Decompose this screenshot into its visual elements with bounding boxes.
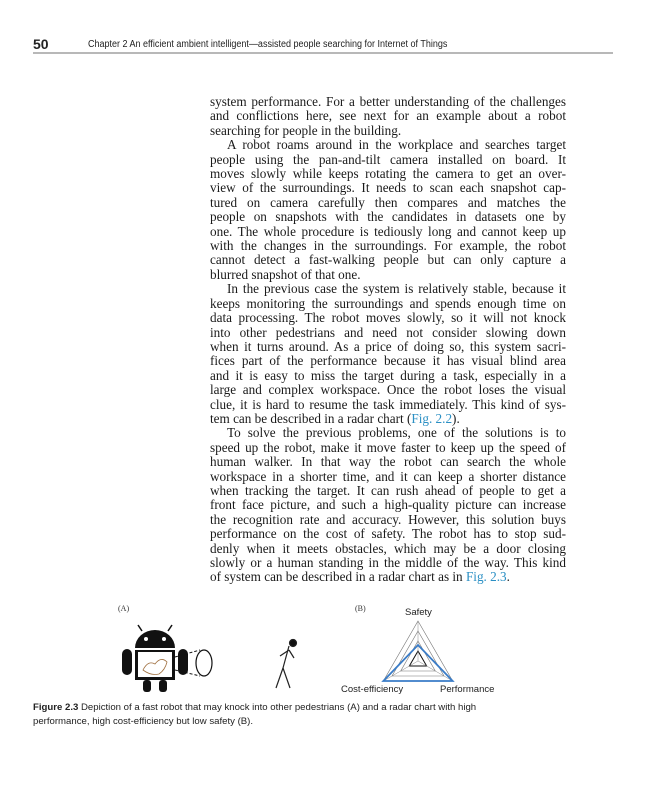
text-line xyxy=(210,513,566,527)
figure-link[interactable]: Fig. 2.2 xyxy=(411,410,453,426)
text-line-content: moves slowly while keeps rotating the camera to get an over- xyxy=(210,166,566,182)
text-line xyxy=(210,412,566,426)
radar-axis-label-cost-efficiency: Cost-efficiency xyxy=(341,684,404,695)
body-text xyxy=(210,95,566,585)
text-line-content: people using the pan-and-tilt camera installed on board. It xyxy=(210,151,566,167)
text-line xyxy=(210,455,566,469)
text-line-content: and it is easy to miss the target during a task, especially in a xyxy=(210,367,566,383)
text-line-content: large and complex workspace. Once the robot loses the visual xyxy=(210,382,566,398)
text-line xyxy=(210,253,566,267)
text-line xyxy=(210,282,566,296)
text-line xyxy=(210,398,566,412)
figure-link[interactable]: Fig. 2.3 xyxy=(465,569,507,585)
text-line xyxy=(210,340,566,354)
text-line xyxy=(210,109,566,123)
panel-a-label: (A) xyxy=(118,604,130,613)
figure-caption xyxy=(33,701,533,729)
text-line-content: human walker. In that way the robot can search the whole xyxy=(210,454,566,470)
text-line-content: when tracking the target. It can rush ahead of people to get a xyxy=(210,482,566,498)
text-line xyxy=(210,498,566,512)
page-number: 50 xyxy=(33,36,49,52)
text-line xyxy=(210,95,566,109)
radar-axis-label-performance: Performance xyxy=(440,684,495,695)
text-line-content: people on snapshots with the candidates in datasets one by xyxy=(210,209,566,225)
text-line-content: when it turns around. As a price of doing so, this system sacri- xyxy=(210,338,566,354)
text-line-content: blurred snapshot of that one. xyxy=(210,266,361,282)
text-line-suffix: ). xyxy=(452,410,460,426)
text-line-content: workspace in a shorter time, and it can keep a shorter distance xyxy=(210,468,566,484)
text-line xyxy=(210,181,566,195)
text-line-content: performance on the cost of safety. The robot has to stop sud- xyxy=(210,526,566,542)
text-line xyxy=(210,196,566,210)
text-line xyxy=(210,239,566,253)
text-line xyxy=(210,138,566,152)
text-line xyxy=(210,527,566,541)
walking-person-icon xyxy=(276,640,297,689)
text-line-content: with the changes in the surroundings. For example, the robot xyxy=(210,238,566,254)
caption-text: Depiction of a fast robot that may knock into other pedestrians (A) and a radar chart with high performance, high cost-efficiency but low safety (B). xyxy=(33,702,477,727)
header-rule xyxy=(33,52,613,54)
text-line xyxy=(210,484,566,498)
figure-illustration xyxy=(0,600,648,700)
text-line-content: fices part of the performance because it has visual blind area xyxy=(210,353,566,369)
text-line-content: speed up the robot, make it move faster to keep up the speed of xyxy=(210,439,566,455)
text-line-content: In the previous case the system is relatively stable, because it xyxy=(227,281,566,297)
text-line xyxy=(210,153,566,167)
text-line xyxy=(210,297,566,311)
text-line-content: slowly or a human standing in the middle of the way. This kind xyxy=(210,555,566,570)
text-line-content: into other pedestrians and need not consider slowing down xyxy=(210,324,566,340)
text-line-content: system performance. For a better understanding of the challenges xyxy=(210,94,566,109)
text-line xyxy=(210,542,566,556)
text-line xyxy=(210,311,566,325)
text-line xyxy=(210,124,566,138)
text-line xyxy=(210,441,566,455)
text-line-content: tem can be described in a radar chart ( xyxy=(210,410,412,426)
running-title: Chapter 2 An efficient ambient intelligent—assisted people searching for Internet of Things xyxy=(88,39,448,50)
text-line xyxy=(210,369,566,383)
text-line-content: clue, it is hard to resume the task immediately. This kind of sys- xyxy=(210,396,566,412)
text-line xyxy=(210,210,566,224)
text-line-content: To solve the previous problems, one of the solutions is to xyxy=(227,425,566,441)
text-line-content: of system can be described in a radar chart as in xyxy=(210,569,466,585)
caption-label: Figure 2.3 xyxy=(33,702,79,713)
text-line xyxy=(210,268,566,282)
text-line xyxy=(210,570,566,584)
text-line-content: view of the surroundings. It needs to scan each snapshot cap- xyxy=(210,180,566,196)
text-line-content: cannot detect a fast-walking people but can only capture a xyxy=(210,252,566,268)
radar-chart xyxy=(383,621,452,681)
text-line xyxy=(210,326,566,340)
text-line-content: keeps monitoring the surroundings and spends enough time on xyxy=(210,295,566,311)
text-line-content: front face picture, and such a high-quality picture can increase xyxy=(210,497,566,513)
text-line xyxy=(210,383,566,397)
text-line-content: denly when it meets obstacles, which may be a door closing xyxy=(210,540,566,556)
text-line xyxy=(210,225,566,239)
text-line xyxy=(210,470,566,484)
figure-2-3 xyxy=(0,600,648,700)
robot-icon xyxy=(122,625,188,692)
text-line-content: searching for people in the building. xyxy=(210,122,402,138)
text-line-content: the recognition rate and accuracy. However, this solution buys xyxy=(210,511,566,527)
text-line-content: A robot roams around in the workplace and searches target xyxy=(227,137,566,153)
text-line xyxy=(210,167,566,181)
text-line-content: data processing. The robot moves slowly, so it will not knock xyxy=(210,310,566,326)
text-line-content: and conflictions here, see next for an example about a robot xyxy=(210,108,566,124)
text-line-content: tured on camera carefully then compares and matches the xyxy=(210,194,566,210)
text-line-suffix: . xyxy=(506,569,510,585)
radar-axis-label-safety: Safety xyxy=(405,607,432,618)
text-line xyxy=(210,426,566,440)
text-line xyxy=(210,354,566,368)
panel-b-label: (B) xyxy=(355,604,366,613)
text-line-content: one. The whole procedure is tediously long and cannot keep up xyxy=(210,223,566,239)
text-line xyxy=(210,556,566,570)
